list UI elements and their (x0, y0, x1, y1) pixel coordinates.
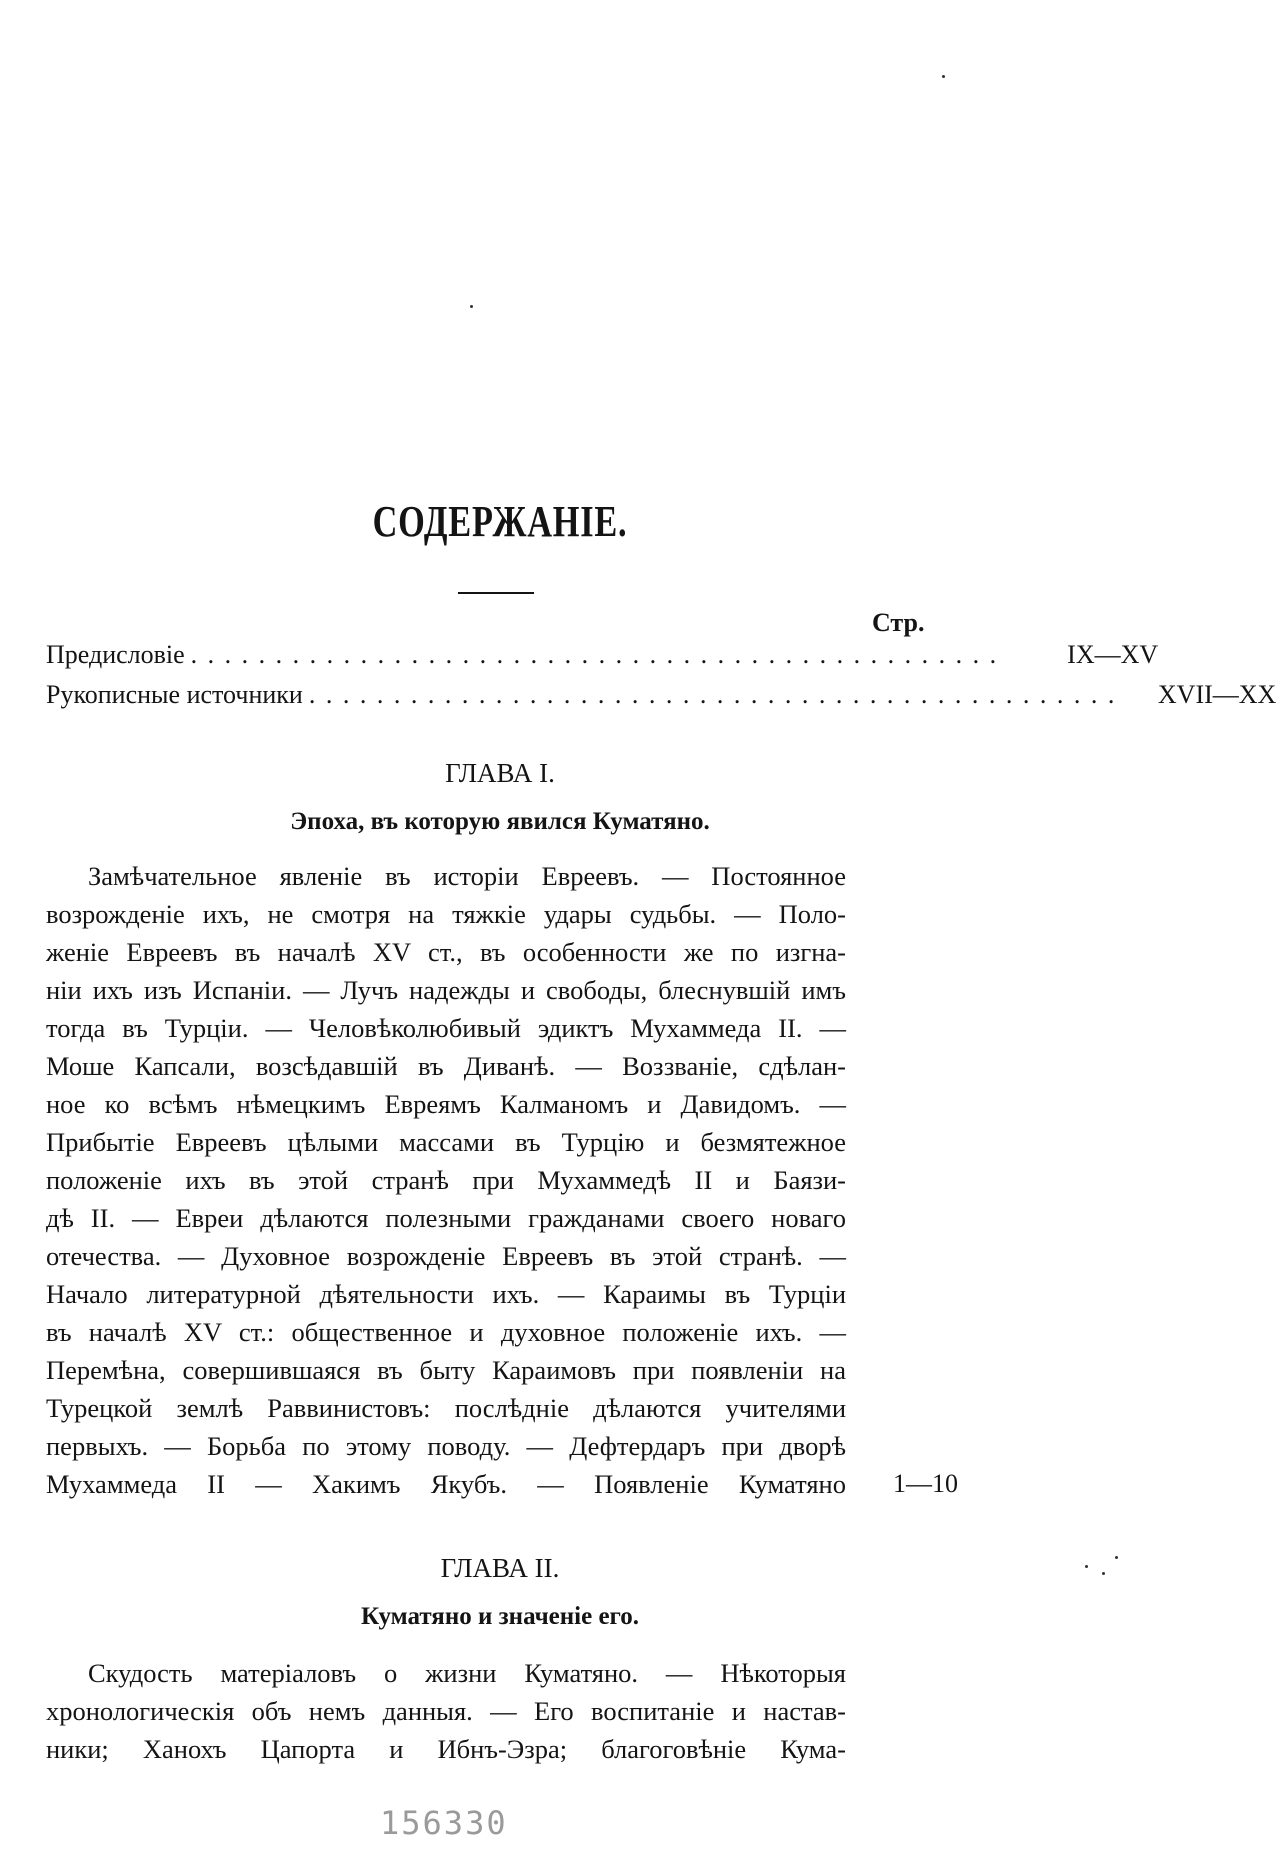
summary-line: Прибытіе Евреевъ цѣлыми массами въ Турцію и безмятежное (46, 1127, 846, 1157)
toc-pages: IX—XV (1067, 640, 1159, 669)
summary-line: Моше Капсали, возсѣдавшій въ Диванѣ. — Воззваніе, сдѣлан- (46, 1051, 846, 1081)
summary-line: тогда въ Турціи. — Человѣколюбивый эдиктъ Мухаммеда II. — (46, 1013, 846, 1043)
summary-line: положеніе ихъ въ этой странѣ при Мухаммедѣ II и Баязи- (46, 1165, 846, 1195)
page-column-label: Стр. (872, 608, 925, 637)
library-stamp: 156330 (380, 1804, 508, 1842)
toc-pages: XVII—XX (1157, 680, 1276, 709)
summary-line: Замѣчательное явленіе въ исторіи Евреевъ. — Постоянное (88, 861, 846, 891)
scan-speck (470, 305, 473, 308)
summary-line: Турецкой землѣ Раввинистовъ: послѣдніе дѣлаются учителями (46, 1393, 846, 1423)
toc-dot-leader: . . . . . . . . . . . . . . . . . . . . . . . . . . . . . . . . . . . . . . . . . . . . . . . . (308, 680, 1117, 709)
summary-line: въ началѣ XV ст.: общественное и духовное положеніе ихъ. — (46, 1317, 846, 1347)
summary-line: Скудость матеріаловъ о жизни Куматяно. — Нѣкоторыя (88, 1658, 846, 1688)
summary-line: отечества. — Духовное возрожденіе Евреевъ въ этой странѣ. — (46, 1241, 846, 1271)
scan-speck (942, 75, 945, 78)
toc-row-manuscripts (46, 680, 1276, 720)
scan-speck (1085, 1565, 1088, 1568)
summary-line: женіе Евреевъ въ началѣ XV ст., въ особенности же по изгна- (46, 937, 846, 967)
toc-label: Рукописные источники (46, 680, 303, 709)
page-title: СОДЕРЖАНІЕ. (372, 497, 628, 546)
scan-speck (1102, 1572, 1105, 1575)
chapter-2-subtitle: Куматяно и значеніе его. (360, 1603, 640, 1630)
chapter-1-subtitle: Эпоха, въ которую явился Куматяно. (290, 808, 710, 835)
chapter-1-pages: 1—10 (893, 1469, 958, 1498)
chapter-2-heading: ГЛАВА II. (440, 1553, 560, 1583)
summary-line: хронологическія объ немъ данныя. — Его воспитаніе и настав- (46, 1696, 846, 1726)
summary-line: первыхъ. — Борьба по этому поводу. — Дефтердаръ при дворѣ (46, 1431, 846, 1461)
toc-label: Предисловіе (46, 640, 185, 669)
scan-speck (1115, 1556, 1118, 1559)
summary-line: Перемѣна, совершившаяся въ быту Караимовъ при появленіи на (46, 1355, 846, 1385)
summary-line: дѣ II. — Евреи дѣлаются полезными гражданами своего новаго (46, 1203, 846, 1233)
summary-line: Мухаммеда II — Хакимъ Якубъ. — Появленіе Куматяно (46, 1469, 846, 1499)
toc-dot-leader: . . . . . . . . . . . . . . . . . . . . . . . . . . . . . . . . . . . . . . . . . . . . . . . . (190, 640, 999, 669)
summary-line: ніи ихъ изъ Испаніи. — Лучъ надежды и свободы, блеснувшій имъ (46, 975, 846, 1005)
summary-line: ники; Ханохъ Цапорта и Ибнъ-Эзра; благоговѣніе Кума- (46, 1734, 846, 1764)
summary-line: Начало литературной дѣятельности ихъ. — Караимы въ Турціи (46, 1279, 846, 1309)
chapter-1-heading: ГЛАВА I. (445, 758, 555, 788)
title-divider (458, 592, 534, 594)
summary-line: ное ко всѣмъ нѣмецкимъ Евреямъ Калманомъ и Давидомъ. — (46, 1089, 846, 1119)
summary-line: возрожденіе ихъ, не смотря на тяжкіе удары судьбы. — Поло- (46, 899, 846, 929)
toc-row-preface (46, 640, 1159, 680)
